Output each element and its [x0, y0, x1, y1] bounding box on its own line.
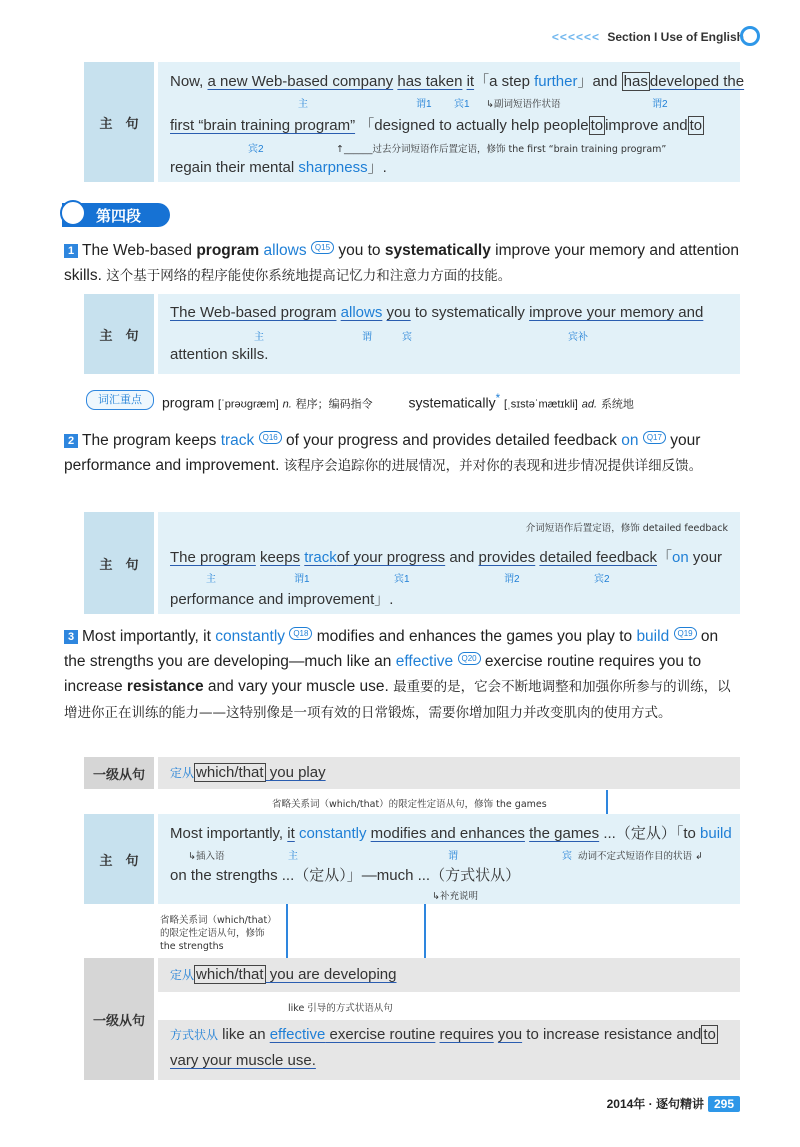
- arrow-line-strengths: [286, 904, 288, 958]
- block1-content: [158, 62, 745, 182]
- tag-pred1: 谓1: [416, 99, 432, 110]
- tag-pred1: 谓1: [294, 574, 310, 585]
- block4-label-main: 主 句: [84, 814, 154, 904]
- note-infinitive: 动词不定式短语作目的状语 ↲: [578, 851, 703, 862]
- tag-obj: 宾: [402, 332, 412, 343]
- footer-text: 2014年 · 逐句精讲: [606, 1097, 704, 1111]
- block1-line2: first “brain training program” 「designed to actually help people to improve and to: [170, 117, 703, 134]
- block3-line1: The program keeps trackof your progress and provides detailed feedback「on your: [170, 549, 723, 566]
- section-heading: 第四段: [96, 208, 142, 225]
- note-relative-strengths: 省略关系词（which/that）的限定性定语从句，修饰 the strengths: [160, 915, 277, 952]
- note-prep-phrase: 介词短语作后置定语，修饰 detailed feedback: [525, 523, 728, 534]
- block2-label: 主 句: [84, 294, 154, 374]
- block4-label-bottom: 一级从句: [84, 958, 154, 1080]
- note-like-clause: like 引导的方式状语从句: [288, 1003, 393, 1014]
- block4-label-top: 一级从句: [84, 757, 154, 789]
- vocab-badge: 词汇重点: [86, 390, 154, 410]
- tag-obj: 宾: [562, 851, 572, 862]
- tag-obj2: 宾2: [594, 574, 610, 585]
- block4-clause-top: [158, 757, 740, 789]
- page-footer: [607, 1095, 740, 1112]
- search-icon: [740, 26, 760, 46]
- tag-subject: 主: [298, 99, 308, 110]
- tag-pred2: 谓2: [652, 99, 668, 110]
- sentence-3: 3 Most importantly, it constantly Q18 modifies and enhances the games you play to build Q19 on the strengths you are developing—much like an effective Q20 exercise routine requires you to increase resistance and vary your muscle use. 最重要的是，它会不断地调整和加强你所参与的训练，以增进你正在训练的能力——这特别像是一项有效的日常锻炼，需要你增加阻力并改变肌肉的使用方式。: [64, 628, 731, 721]
- running-header: [552, 30, 744, 44]
- block3-content: [158, 512, 740, 614]
- clause-top-text: 定从 which/that you play: [170, 764, 326, 781]
- sentence-2: 2 The program keeps track Q16 of your progress and provides detailed feedback on Q17 your performance and improvement. 该程序会追踪你的进展情况，并对你的表现和进步情况提供详细反馈。: [64, 432, 703, 474]
- tag-subject: 主: [288, 851, 298, 862]
- tag-pred2: 谓2: [504, 574, 520, 585]
- note-relative-games: 省略关系词（which/that）的限定性定语从句，修饰 the games: [272, 799, 547, 810]
- block2-line1: The Web-based program allows you to systematically improve your memory and: [170, 304, 704, 321]
- tag-complement: 宾补: [568, 332, 588, 343]
- block4-line2: on the strengths ...（定从）」—much ...（方式状从）: [170, 867, 521, 884]
- block2-content: [158, 294, 740, 374]
- block4-line1: Most importantly, it constantly modifies and enhances the games ...（定从）「to build: [170, 825, 732, 842]
- magnifier-icon: [60, 200, 86, 226]
- tag-obj1: 宾1: [454, 99, 470, 110]
- note-participle: ↑______过去分词短语作后置定语，修饰 the first “brain training program”: [336, 144, 667, 155]
- note-adverbial: ↳副词短语作状语: [486, 99, 561, 110]
- block4-clauses-bottom: [158, 958, 740, 1080]
- clause-strengths: 定从 which/that you are developing: [170, 966, 397, 983]
- header-title: Section I Use of English: [607, 30, 744, 44]
- tag-obj1: 宾1: [394, 574, 410, 585]
- block4-main: [158, 814, 740, 904]
- tag-subject: 主: [206, 574, 216, 585]
- note-supplement: ↳补充说明: [432, 891, 478, 902]
- tag-pred: 谓: [362, 332, 372, 343]
- clause-like-line1: 方式状从 like an effective exercise routine requires you to increase resistance and to: [170, 1026, 716, 1043]
- block2-line2: attention skills.: [170, 346, 269, 363]
- arrow-line-games: [606, 790, 608, 814]
- block1-label: 主 句: [84, 62, 154, 182]
- block1-line1: Now, a new Web-based company has taken it「a step further」and has developed the: [170, 73, 745, 90]
- tag-obj2: 宾2: [248, 144, 264, 155]
- header-arrows: <<<<<<: [551, 30, 600, 44]
- sentence-1: 1 The Web-based program allows Q15 you to systematically improve your memory and attention skills. 这个基于网络的程序能使你系统地提高记忆力和注意力方面的技能。: [64, 242, 739, 284]
- page-number: 295: [708, 1096, 740, 1112]
- tag-pred: 谓: [448, 851, 458, 862]
- vocab-line: program [ˈprəʊɡræm] n. 程序；编码指令 systematically* [ˌsɪstəˈmætɪkli] ad. 系统地: [162, 392, 634, 411]
- clause-like-line2: vary your muscle use.: [170, 1052, 316, 1069]
- block1-line3: regain their mental sharpness」.: [170, 159, 387, 176]
- note-insertion: ↳插入语: [188, 851, 225, 862]
- block3-line2: performance and improvement」.: [170, 591, 394, 608]
- tag-subject: 主: [254, 332, 264, 343]
- block3-label: 主 句: [84, 512, 154, 614]
